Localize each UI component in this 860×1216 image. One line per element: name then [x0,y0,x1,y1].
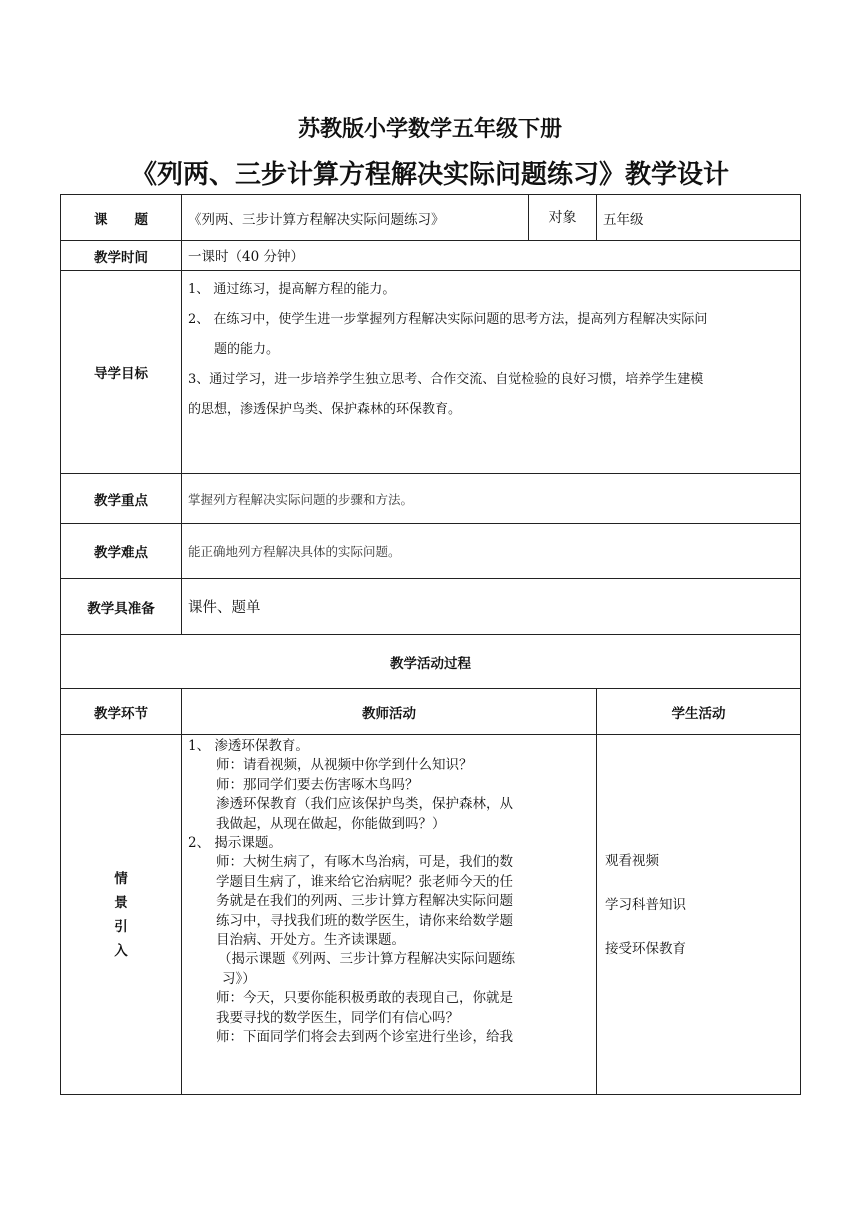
teacher-line: 学题目生病了，谁来给它治病呢？张老师今天的任 [216,873,513,890]
goals-label: 导学目标 [61,271,182,474]
difficulty-label: 教学难点 [61,524,182,579]
goal-item-1: 1、 通过练习，提高解方程的能力。 [188,282,396,297]
student-line: 观看视频 [605,852,659,869]
lesson-plan-table [60,194,801,1095]
row-process-heading [61,635,801,689]
audience-value: 五年级 [597,195,801,241]
row-difficulty [61,524,801,579]
teacher-line: （揭示课题《列两、三步计算方程解决实际问题练 [218,951,515,968]
teacher-line: 我做起，从现在做起，你能做到吗？） [216,815,446,832]
row-goals [61,271,801,474]
doc-title-line1: 苏教版小学数学五年级下册 [297,117,562,142]
topic-label: 课 题 [61,195,182,241]
teacher-line: 2、 揭示课题。 [188,835,282,852]
col-teacher-header: 教师活动 [182,689,597,735]
row-process-columns [61,689,801,735]
student-line: 学习科普知识 [605,896,686,913]
stage-char: 情 [114,870,128,887]
process-heading: 教学活动过程 [61,635,801,689]
col-stage-header: 教学环节 [61,689,182,735]
teacher-line: 我要寻找的数学医生，同学们有信心吗？ [216,1009,459,1026]
teacher-line: 渗透环保教育（我们应该保护鸟类，保护森林，从 [216,796,513,813]
key-value: 掌握列方程解决实际问题的步骤和方法。 [182,474,801,524]
teacher-line: 师：下面同学们将会去到两个诊室进行坐诊，给我 [216,1029,513,1046]
teacher-line: 练习中，寻找我们班的数学医生，请你来给数学题 [216,912,513,929]
teacher-activity [182,735,597,1095]
teacher-line: 师：那同学们要去伤害啄木鸟吗？ [216,776,419,793]
topic-value: 《列两、三步计算方程解决实际问题练习》 [182,195,529,241]
doc-title-line2: 《列两、三步计算方程解决实际问题练习》教学设计 [130,160,729,190]
goals-list [182,271,801,474]
teacher-line: 师：请看视频，从视频中你学到什么知识？ [216,757,473,774]
row-stage-intro [61,735,801,1095]
time-label: 教学时间 [61,241,182,271]
time-value: 一课时（40 分钟） [182,241,801,271]
teacher-line: 目治病、开处方。生齐读课题。 [216,932,405,949]
student-activity [597,735,801,1095]
row-key [61,474,801,524]
audience-label: 对象 [529,195,597,241]
goal-item-2-cont: 题的能力。 [214,342,280,357]
difficulty-value: 能正确地列方程解决具体的实际问题。 [182,524,801,579]
teacher-line: 习》） [222,970,256,987]
row-topic [61,195,801,241]
goal-item-3-cont: 的思想，渗透保护鸟类、保护森林的环保教育。 [188,402,462,417]
row-materials [61,579,801,635]
goal-item-3: 3、通过学习，进一步培养学生独立思考、合作交流、自觉检验的良好习惯，培养学生建模 [188,372,704,387]
teacher-line: 师：大树生病了，有啄木鸟治病，可是，我们的数 [216,854,513,871]
row-time [61,241,801,271]
materials-label: 教学具准备 [61,579,182,635]
materials-value: 课件、题单 [182,579,801,635]
stage-char: 引 [114,918,128,935]
stage-char: 景 [114,894,128,911]
teacher-line: 务就是在我们的列两、三步计算方程解决实际问题 [216,893,513,910]
stage-intro-label [61,735,182,1095]
key-label: 教学重点 [61,474,182,524]
teacher-line: 1、 渗透环保教育。 [188,738,309,754]
teacher-line: 师：今天，只要你能积极勇敢的表现自己，你就是 [216,990,513,1007]
col-student-header: 学生活动 [597,689,801,735]
stage-char: 入 [114,942,128,959]
student-line: 接受环保教育 [605,940,686,957]
goal-item-2: 2、 在练习中，使学生进一步掌握列方程解决实际问题的思考方法，提高列方程解决实际问 [188,312,708,327]
